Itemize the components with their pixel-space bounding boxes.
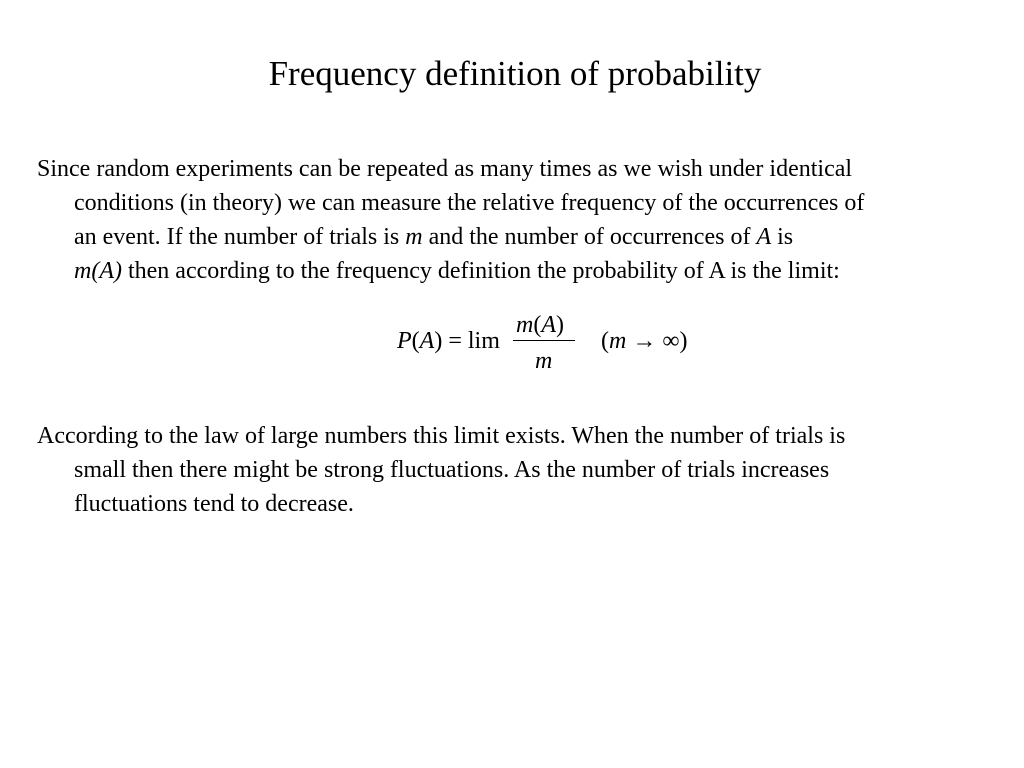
paragraph-law-of-large-numbers (37, 419, 1017, 521)
formula-num-open: ( (533, 312, 542, 338)
paragraph1-line1: Since random experiments can be repeated as many times as we wish under identical (37, 156, 853, 182)
formula-paren: ( (411, 328, 420, 354)
formula-condition (601, 328, 687, 354)
paragraph2-line2: small then there might be strong fluctuations. As the number of trials increases (74, 457, 830, 483)
formula-denominator (535, 348, 552, 374)
formula-num-close: ) (556, 312, 565, 338)
formula-cond-rest: → ∞) (626, 328, 688, 354)
formula-eq-lim: ) = lim (434, 328, 500, 354)
formula-num-m: m (516, 312, 534, 338)
formula-P: P (397, 328, 412, 354)
formula-cond-open: ( (601, 328, 609, 354)
text-fragment: and the number of occurrences of (422, 224, 757, 250)
italic-m: m (405, 224, 423, 250)
paragraph1-line4 (74, 254, 1017, 288)
formula-lhs (397, 328, 500, 354)
text-fragment: an event. If the number of trials is (74, 224, 406, 250)
italic-mA: m(A) (74, 258, 122, 284)
slide-title: Frequency definition of probability (268, 54, 762, 93)
text-fragment: is (771, 224, 794, 250)
formula-numerator (516, 312, 564, 338)
paragraph2-line1: According to the law of large numbers this limit exists. When the number of trials is (37, 423, 846, 449)
formula-cond-m: m (609, 328, 627, 354)
paragraph1-line2: conditions (in theory) we can measure the relative frequency of the occurrences of (74, 190, 865, 216)
formula-A: A (419, 328, 435, 354)
formula-num-A: A (541, 312, 557, 338)
text-fragment: then according to the frequency definition the probability of A is the limit: (121, 258, 840, 284)
paragraph-frequency-definition (37, 152, 1017, 288)
paragraph2-line3: fluctuations tend to decrease. (74, 491, 354, 517)
fraction-bar (513, 340, 575, 341)
italic-A: A (756, 224, 772, 250)
formula-den-m: m (535, 348, 553, 374)
paragraph1-line3 (74, 220, 1017, 254)
